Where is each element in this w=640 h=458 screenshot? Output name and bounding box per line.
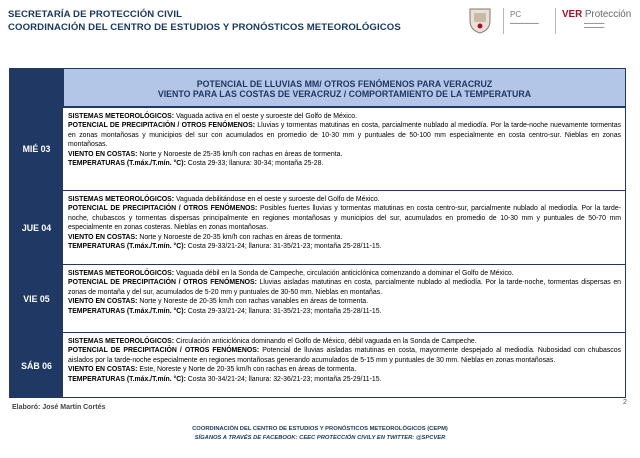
page-number: 2 — [623, 399, 627, 406]
viento-text: Este, Noreste y Norte de 20-35 km/h con rachas en áreas de tormenta. — [139, 366, 357, 374]
day-label: SÁB 06 — [10, 333, 63, 398]
viento-text: Norte y Noreste de 20-35 km/h con rachas variables en áreas de tormenta. — [139, 298, 369, 306]
field-label: SISTEMAS METEOROLÓGICOS: — [68, 196, 175, 203]
sistemas-text: Vaguada débil en la Sonda de Campeche, circulación anticiclónica comenzando a dominar el Golfo de México. — [175, 270, 514, 277]
field-label: POTENCIAL DE PRECIPITACIÓN / OTROS FENÓMENOS: — [68, 122, 256, 130]
day-forecast — [65, 191, 624, 264]
field-label: SISTEMAS METEOROLÓGICOS: — [68, 338, 175, 345]
sistemas-text: Vaguada debilitándose en el oeste y suroeste del Golfo de México. — [175, 196, 380, 203]
pc-logo-subtitle-decoration: ▬▬▬▬▬▬▬▬ — [510, 21, 539, 25]
footer-social-links: SÍGANOS A TRAVÉS DE FACEBOOK: CEEC PROTECCIÓN CIVILY EN TWITTER: @SPCVER — [194, 435, 446, 441]
table-row — [10, 107, 625, 190]
field-label: POTENCIAL DE PRECIPITACIÓN / OTROS FENÓMENOS: — [68, 205, 258, 213]
field-label: VIENTO EN COSTAS: — [68, 150, 138, 158]
field-label: VIENTO EN COSTAS: — [68, 233, 138, 241]
day-forecast — [65, 333, 624, 398]
title-side-cell — [10, 69, 63, 107]
temperaturas-text: Costa 29-33/21-24; llanura: 31-35/21-23; montaña 25-28/11-15. — [187, 307, 382, 315]
field-label: TEMPERATURAS (T.máx./T.mín. °C): — [68, 160, 186, 168]
potencial-text: Posibles fuertes lluvias y tormentas matutinas en costa centro-sur, parcialmente nublado al mediodía. Por la tarde-noche, chubascos y tormentas dispersas principalmente en regiones montañosas y municipios del sur, acumulados en promedio de 10-30 mm y puntuales de 50-70 mm especialmente en zonas costeras. Nieblas en zonas montañosas. — [68, 205, 621, 232]
viento-text: Norte y Noroeste de 25-35 km/h con rachas en áreas de tormenta. — [139, 150, 343, 158]
forecast-table — [9, 68, 626, 398]
footer-organization: COORDINACIÓN DEL CENTRO DE ESTUDIOS Y PRONÓSTICOS METEOROLÓGICOS (CEPM) — [192, 426, 448, 432]
field-label: SISTEMAS METEOROLÓGICOS: — [68, 270, 175, 277]
table-title — [63, 69, 625, 107]
table-row — [10, 190, 625, 264]
department-name: COORDINACIÓN DEL CENTRO DE ESTUDIOS Y PRONÓSTICOS METEOROLÓGICOS — [8, 22, 401, 33]
table-row — [10, 332, 625, 398]
pc-logo: PC — [510, 10, 522, 19]
state-seal-icon — [468, 6, 492, 34]
day-label: VIE 05 — [10, 265, 63, 332]
field-label: VIENTO EN COSTAS: — [68, 366, 138, 374]
table-title-row — [10, 69, 625, 107]
header-divider — [503, 8, 504, 34]
title-line-1: POTENCIAL DE LLUVIAS MM/ OTROS FENÓMENOS PARA VERACRUZ — [196, 79, 493, 89]
agency-name: SECRETARÍA DE PROTECCIÓN CIVIL — [8, 9, 183, 20]
field-label: SISTEMAS METEOROLÓGICOS: — [68, 113, 175, 120]
sistemas-text: Vaguada activa en el oeste y suroeste del Golfo de México. — [175, 113, 358, 120]
field-label: TEMPERATURAS (T.máx./T.mín. °C): — [68, 243, 186, 251]
temperaturas-text: Costa 29-33; llanura: 30-34; montaña 25-28. — [187, 160, 324, 168]
field-label: VIENTO EN COSTAS: — [68, 298, 138, 306]
author-credit: Elaboró: José Martín Cortés — [12, 404, 106, 411]
sistemas-text: Circulación anticiclónica dominando el Golfo de México, débil vaguada en la Sonda de Campeche. — [175, 338, 477, 345]
field-label: POTENCIAL DE PRECIPITACIÓN / OTROS FENÓMENOS: — [68, 347, 260, 355]
day-label: MIÉ 03 — [10, 108, 63, 190]
field-label: TEMPERATURAS (T.máx./T.mín. °C): — [68, 375, 186, 383]
day-forecast — [65, 108, 624, 190]
title-line-2: VIENTO PARA LAS COSTAS DE VERACRUZ / COMPORTAMIENTO DE LA TEMPERATURA — [157, 89, 532, 99]
day-forecast — [65, 265, 624, 332]
proteccion-logo-text: Protección — [584, 9, 632, 20]
ver-logo-subtitle-decoration: ▬▬▬▬▬▬ ▬▬▬▬▬▬ — [584, 21, 605, 29]
viento-text: Norte y Noroeste de 20-35 km/h con rachas en áreas de tormenta. — [139, 233, 343, 241]
potencial-text: Lluvias y tormentas matutinas en costa, parcialmente nublado al mediodía. Por la tarde-noche nuevamente tormentas en zonas montañosas y municipios del sur con acumulados en promedio de 10-30 mm y puntuales de 50-100 mm especialmente en costa centro-sur. Nieblas en zonas montañosas. — [68, 122, 621, 149]
ver-logo-text: VER — [562, 9, 583, 20]
temperaturas-text: Costa 29-33/21-24; llanura: 31-35/21-23; montaña 25-28/11-15. — [187, 243, 382, 251]
page-header — [0, 0, 640, 46]
temperaturas-text: Costa 30-34/21-24; llanura: 32-36/21-23; montaña 25-29/11-15. — [187, 375, 382, 383]
potencial-text: Lluvias aisladas matutinas en costa, parcialmente nublado al mediodía. Por la tarde-noche, tormentas dispersas en zonas de montaña y del sur, acumulados de 5-20 mm y puntuales de 30-50 mm. Nieblas en montañas. — [68, 279, 622, 296]
day-label: JUE 04 — [10, 191, 63, 264]
header-divider — [555, 8, 556, 34]
field-label: TEMPERATURAS (T.máx./T.mín. °C): — [68, 307, 186, 315]
ver-proteccion-logo — [562, 9, 631, 20]
field-label: POTENCIAL DE PRECIPITACIÓN / OTROS FENÓMENOS: — [68, 279, 257, 287]
potencial-text: Potencial de lluvias aisladas matutinas en costa, mayormente despejado al mediodía. Nubosidad con chubascos aislados por la tarde-noche especialmente en regiones montañosas generando acumulados de 5-15 mm y puntuales de 30 mm. Nieblas en zonas montañosas. — [68, 347, 621, 364]
table-row — [10, 264, 625, 332]
